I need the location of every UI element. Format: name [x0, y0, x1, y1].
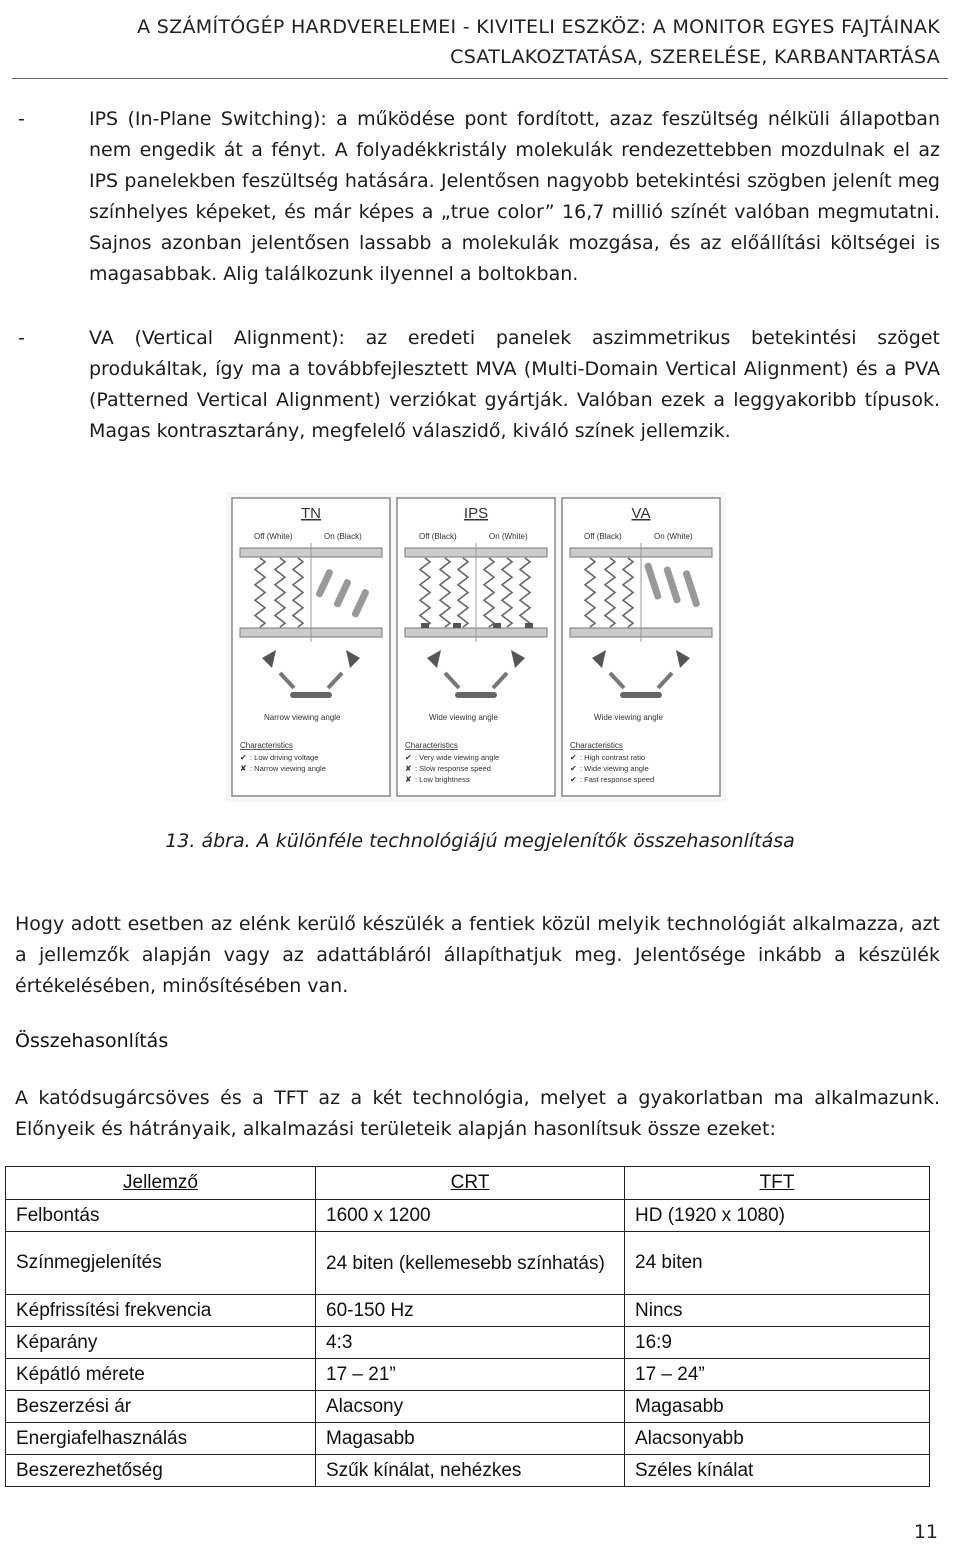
- paragraph-technology: Hogy adott esetben az elénk kerülő készülék a fentiek közül melyik technológiát alkalmazza, azt a jellemzők alapján vagy az adattábláról állapíthatjuk meg. Jelentősége inkább a készülék értékelésében, minősítésében van.: [15, 913, 940, 997]
- table-header-feature: Jellemző: [6, 1167, 316, 1200]
- table-cell-crt: 60-150 Hz: [316, 1295, 625, 1327]
- table-cell-feature: Képarány: [6, 1327, 316, 1359]
- panel-frame: [562, 498, 720, 796]
- characteristic-item: : Low driving voltage: [250, 753, 319, 762]
- table-header-tft: TFT: [625, 1167, 930, 1200]
- table-cell-feature: Képátló mérete: [6, 1359, 316, 1391]
- view-center-bar: [620, 692, 662, 698]
- panel-title: VA: [631, 505, 651, 522]
- electrode: [493, 623, 501, 628]
- table-cell-feature: Beszerzési ár: [6, 1391, 316, 1423]
- panel-on-label: On (White): [654, 532, 693, 541]
- table-cell-crt: 24 biten (kellemesebb színhatás): [316, 1232, 625, 1295]
- view-center-bar: [290, 692, 332, 698]
- table-row: [6, 1455, 930, 1487]
- panel-frame: [397, 498, 555, 796]
- paragraph-comparison: A katódsugárcsöves és a TFT az a két technológia, melyet a gyakorlatban ma alkalmazunk. Előnyeik és hátrányaik, alkalmazási területeik alapján hasonlítsuk össze ezeket:: [15, 1087, 940, 1140]
- table-row: [6, 1327, 930, 1359]
- page-number: 11: [913, 1521, 938, 1543]
- figure-panel-va: [562, 498, 720, 796]
- characteristic-item: : Slow response speed: [415, 764, 491, 773]
- table-cell-feature: Felbontás: [6, 1200, 316, 1232]
- table-cell-tft: Széles kínálat: [625, 1455, 930, 1487]
- table-cell-tft: 24 biten: [625, 1232, 930, 1295]
- characteristic-item: : Narrow viewing angle: [250, 764, 326, 773]
- table-cell-tft: Magasabb: [625, 1391, 930, 1423]
- characteristic-mark: ✘: [240, 764, 247, 773]
- panel-off-label: Off (White): [254, 532, 293, 541]
- table-cell-crt: Szűk kínálat, nehézkes: [316, 1455, 625, 1487]
- table-cell-tft: Alacsonyabb: [625, 1423, 930, 1455]
- table-row: [6, 1423, 930, 1455]
- characteristic-item: : Low brightness: [415, 775, 470, 784]
- panel-off-label: Off (Black): [584, 532, 622, 541]
- figure-caption: 13. ábra. A különféle technológiájú megjelenítők összehasonlítása: [165, 830, 795, 852]
- section-heading: Összehasonlítás: [15, 1030, 169, 1052]
- comparison-table: [5, 1166, 930, 1487]
- header-line-2: CSATLAKOZTATÁSA, SZERELÉSE, KARBANTARTÁSA: [450, 46, 940, 68]
- figure-panel-tn: [232, 498, 390, 796]
- table-row: [6, 1391, 930, 1423]
- table-cell-tft: Nincs: [625, 1295, 930, 1327]
- characteristic-mark: ✘: [405, 764, 412, 773]
- table-row: [6, 1200, 930, 1232]
- characteristic-mark: ✔: [570, 775, 577, 784]
- table-cell-tft: 17 – 24”: [625, 1359, 930, 1391]
- characteristic-item: : Fast response speed: [580, 775, 655, 784]
- bullet-ips: [18, 104, 940, 290]
- viewing-angle-label: Wide viewing angle: [594, 713, 663, 722]
- table-header-row: [6, 1167, 930, 1200]
- characteristic-item: : Wide viewing angle: [580, 764, 649, 773]
- lcd-technology-figure: [226, 492, 726, 802]
- panel-frame: [232, 498, 390, 796]
- characteristic-item: : High contrast ratio: [580, 753, 646, 762]
- bullet-va: [18, 323, 940, 447]
- page-header: [137, 12, 940, 72]
- table-row: [6, 1232, 930, 1295]
- table-cell-crt: Alacsony: [316, 1391, 625, 1423]
- bullet-ips-text: IPS (In-Plane Switching): a működése pont fordított, azaz feszültség nélküli állapotban nem engedik át a fényt. A folyadékkristály molekulák rendezettebben mozdulnak el az IPS panelekben feszültség hatására. Jelentősen nagyobb betekintési szögben jelenít meg színhelyes képeket, és már képes a „true color” 16,7 millió színét valóban megmutatni. Sajnos azonban jelentősen lassabb a molekulák mozgása, és az előállítási költségei is magasabbak. Alig találkozunk ilyennel a boltokban.: [89, 108, 940, 285]
- characteristic-item: : Very wide viewing angle: [415, 753, 500, 762]
- table-cell-crt: 4:3: [316, 1327, 625, 1359]
- characteristic-mark: ✔: [240, 753, 247, 762]
- viewing-angle-label: Wide viewing angle: [429, 713, 498, 722]
- electrode: [421, 623, 429, 628]
- table-cell-crt: Magasabb: [316, 1423, 625, 1455]
- electrode: [525, 623, 533, 628]
- figure-panel-ips: [397, 498, 555, 796]
- table-row: [6, 1359, 930, 1391]
- bullet-dash: -: [18, 108, 25, 130]
- panel-off-label: Off (Black): [419, 532, 457, 541]
- header-line-1: A SZÁMÍTÓGÉP HARDVERELEMEI - KIVITELI ESZKÖZ: A MONITOR EGYES FAJTÁINAK: [137, 16, 940, 38]
- characteristics-title: Characteristics: [405, 741, 458, 750]
- table-cell-tft: 16:9: [625, 1327, 930, 1359]
- table-cell-tft: HD (1920 x 1080): [625, 1200, 930, 1232]
- bullet-dash: -: [18, 327, 25, 349]
- table-row: [6, 1295, 930, 1327]
- characteristics-title: Characteristics: [570, 741, 623, 750]
- panel-title: IPS: [463, 505, 489, 522]
- table-cell-feature: Képfrissítési frekvencia: [6, 1295, 316, 1327]
- table-cell-feature: Színmegjelenítés: [6, 1232, 316, 1295]
- view-center-bar: [455, 692, 497, 698]
- characteristic-mark: ✘: [405, 775, 412, 784]
- characteristic-mark: ✔: [405, 753, 412, 762]
- characteristic-mark: ✔: [570, 753, 577, 762]
- characteristics-title: Characteristics: [240, 741, 293, 750]
- header-divider: [12, 78, 948, 79]
- viewing-angle-label: Narrow viewing angle: [264, 713, 341, 722]
- table-header-crt: CRT: [316, 1167, 625, 1200]
- panel-on-label: On (Black): [324, 532, 362, 541]
- bullet-va-text: VA (Vertical Alignment): az eredeti panelek aszimmetrikus betekintési szöget produkáltak, így ma a továbbfejlesztett MVA (Multi-Domain Vertical Alignment) és a PVA (Patterned Vertical Alignment) verziókat gyártják. Valóban ezek a leggyakoribb típusok. Magas kontrasztarány, megfelelő válaszidő, kiváló színek jellemzik.: [89, 327, 940, 442]
- electrode: [453, 623, 461, 628]
- table-cell-crt: 1600 x 1200: [316, 1200, 625, 1232]
- characteristic-mark: ✔: [570, 764, 577, 773]
- table-cell-crt: 17 – 21”: [316, 1359, 625, 1391]
- panel-on-label: On (White): [489, 532, 528, 541]
- table-cell-feature: Energiafelhasználás: [6, 1423, 316, 1455]
- panel-title: TN: [301, 505, 321, 522]
- table-cell-feature: Beszerezhetőség: [6, 1455, 316, 1487]
